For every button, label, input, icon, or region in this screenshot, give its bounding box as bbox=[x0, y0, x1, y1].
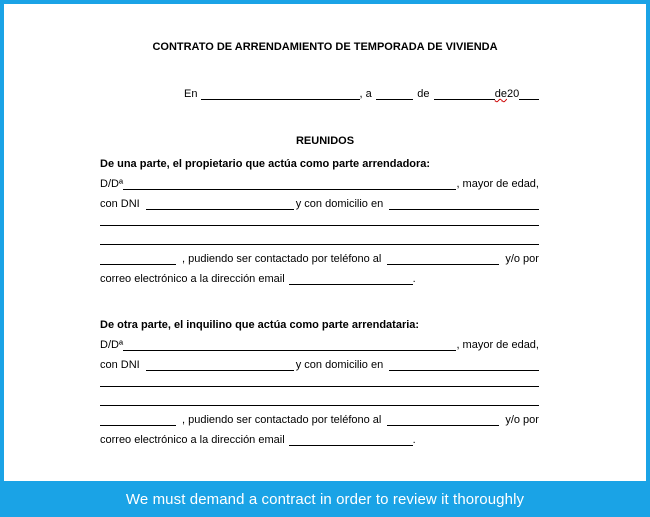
part2-yo-label: y/o por bbox=[505, 414, 539, 426]
year-blank[interactable] bbox=[519, 88, 539, 100]
part1-email-blank[interactable] bbox=[289, 273, 413, 285]
part2-domicilio-label: y con domicilio en bbox=[295, 359, 384, 371]
part1-yo-label: y/o por bbox=[505, 253, 539, 265]
part1-dni-label: con DNI bbox=[100, 198, 140, 210]
year-prefix: 20 bbox=[507, 88, 520, 100]
part1-address-blank-2[interactable] bbox=[100, 225, 539, 226]
part1-end: . bbox=[412, 273, 416, 285]
part2-name-blank[interactable] bbox=[123, 339, 456, 351]
date-de-label-1: de bbox=[417, 88, 430, 100]
contract-title: CONTRATO DE ARRENDAMIENTO DE TEMPORADA DE VIVIENDA bbox=[152, 41, 498, 53]
part2-name-line bbox=[100, 337, 539, 351]
part2-heading: De otra parte, el inquilino que actúa como parte arrendataria: bbox=[100, 319, 420, 331]
date-a-label: , a bbox=[359, 88, 372, 100]
part2-address-blank-3[interactable] bbox=[100, 405, 539, 406]
part2-contactado-label: , pudiendo ser contactado por teléfono al bbox=[181, 414, 382, 426]
date-de-label-2: de bbox=[494, 88, 507, 100]
part1-domicilio-label: y con domicilio en bbox=[295, 198, 384, 210]
month-blank[interactable] bbox=[434, 88, 495, 100]
part1-name-line bbox=[100, 176, 539, 190]
part1-dd-label: D/Dª bbox=[100, 178, 124, 190]
part1-name-blank[interactable] bbox=[123, 178, 456, 190]
part1-dni-blank[interactable] bbox=[146, 198, 294, 210]
part1-phone-line bbox=[100, 251, 539, 265]
part2-city-blank[interactable] bbox=[100, 414, 176, 426]
part2-dni-line bbox=[100, 357, 539, 371]
part1-city-blank[interactable] bbox=[100, 253, 176, 265]
part1-correo-label: correo electrónico a la dirección email bbox=[100, 273, 285, 285]
part1-heading: De una parte, el propietario que actúa como parte arrendadora: bbox=[100, 158, 431, 170]
part2-phone-line bbox=[100, 412, 539, 426]
part1-domicilio-blank[interactable] bbox=[389, 198, 539, 210]
part2-domicilio-blank[interactable] bbox=[389, 359, 539, 371]
part2-dd-label: D/Dª bbox=[100, 339, 124, 351]
part1-phone-blank[interactable] bbox=[387, 253, 499, 265]
document-page bbox=[4, 4, 646, 481]
part2-dni-label: con DNI bbox=[100, 359, 140, 371]
caption-banner: We must demand a contract in order to review it thoroughly bbox=[125, 491, 525, 508]
place-blank[interactable] bbox=[201, 88, 359, 100]
reunidos-heading: REUNIDOS bbox=[295, 135, 355, 147]
part2-dni-blank[interactable] bbox=[146, 359, 294, 371]
part2-end: . bbox=[412, 434, 416, 446]
part1-contactado-label: , pudiendo ser contactado por teléfono al bbox=[181, 253, 382, 265]
part2-email-line bbox=[100, 432, 539, 446]
part2-mayor-label: , mayor de edad, bbox=[456, 339, 539, 351]
part1-dni-line bbox=[100, 196, 539, 210]
part1-email-line bbox=[100, 271, 539, 285]
place-date-line bbox=[184, 86, 539, 100]
part2-email-blank[interactable] bbox=[289, 434, 413, 446]
part2-correo-label: correo electrónico a la dirección email bbox=[100, 434, 285, 446]
part2-address-blank-2[interactable] bbox=[100, 386, 539, 387]
part2-phone-blank[interactable] bbox=[387, 414, 499, 426]
part1-address-blank-3[interactable] bbox=[100, 244, 539, 245]
part1-mayor-label: , mayor de edad, bbox=[456, 178, 539, 190]
place-en-label: En bbox=[184, 88, 198, 100]
day-blank[interactable] bbox=[376, 88, 414, 100]
